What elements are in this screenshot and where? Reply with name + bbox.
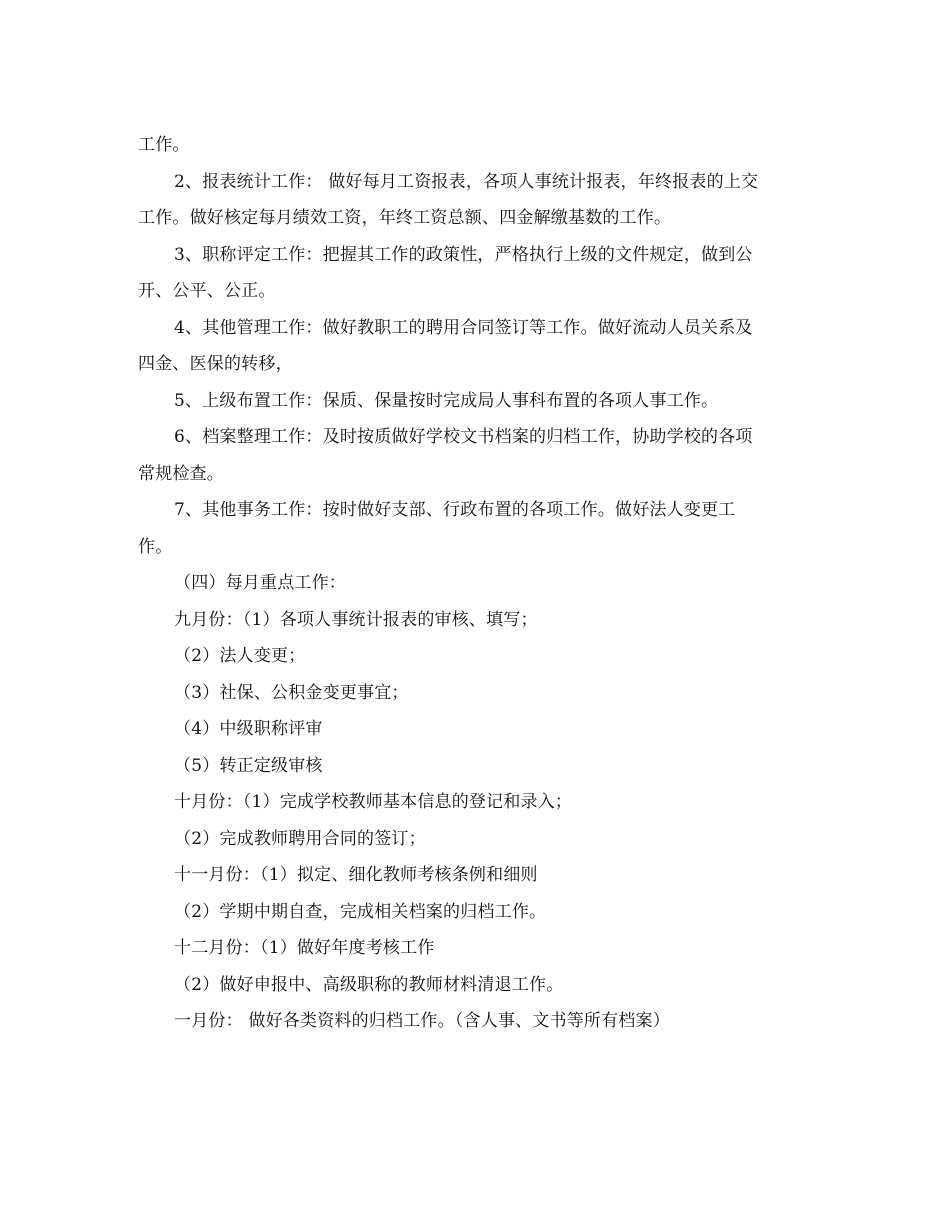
text-line: （2）法人变更；: [174, 646, 306, 666]
text-line: 6、档案整理工作：及时按质做好学校文书档案的归档工作，协助学校的各项: [174, 427, 753, 447]
document-body: [138, 127, 818, 1040]
text-line: 作。: [138, 536, 173, 557]
text-line: 工作。做好核定每月绩效工资，年终工资总额、四金解缴基数的工作。: [138, 208, 672, 228]
text-line: 一月份： 做好各类资料的归档工作。（含人事、文书等所有档案）: [174, 1011, 670, 1031]
text-line: （4）中级职称评审: [174, 719, 323, 739]
text-line: 十月份：（1）完成学校教师基本信息的登记和录入；: [174, 792, 573, 812]
text-line: （5）转正定级审核: [174, 755, 323, 776]
text-line: 3、职称评定工作：把握其工作的政策性，严格执行上级的文件规定，做到公: [174, 244, 753, 265]
text-line: （2）完成教师聘用合同的签订；: [174, 828, 426, 849]
text-line: 十二月份：（1）做好年度考核工作: [174, 938, 435, 958]
text-line: （3）社保、公积金变更事宜；: [174, 682, 409, 703]
text-line: （四）每月重点工作：: [174, 573, 346, 593]
text-line: （2）做好申报中、高级职称的教师材料清退工作。: [174, 974, 564, 995]
text-line: 7、其他事务工作：按时做好支部、行政布置的各项工作。做好法人变更工: [174, 500, 736, 520]
text-line: 四金、医保的转移，: [138, 354, 293, 374]
text-line: 工作。: [138, 135, 190, 155]
text-line: 5、上级布置工作：保质、保量按时完成局人事科布置的各项人事工作。: [174, 390, 719, 411]
text-line: 开、公平、公正。: [138, 281, 276, 301]
text-line: 4、其他管理工作：做好教职工的聘用合同签订等工作。做好流动人员关系及: [174, 317, 753, 338]
text-line: 2、报表统计工作： 做好每月工资报表，各项人事统计报表，年终报表的上交: [174, 171, 759, 192]
text-line: 常规检查。: [138, 463, 224, 484]
text-line: （2）学期中期自查，完成相关档案的归档工作。: [174, 901, 547, 922]
text-line: 九月份：（1）各项人事统计报表的审核、填写；: [174, 609, 538, 630]
text-line: 十一月份：（1）拟定、细化教师考核条例和细则: [174, 865, 538, 885]
